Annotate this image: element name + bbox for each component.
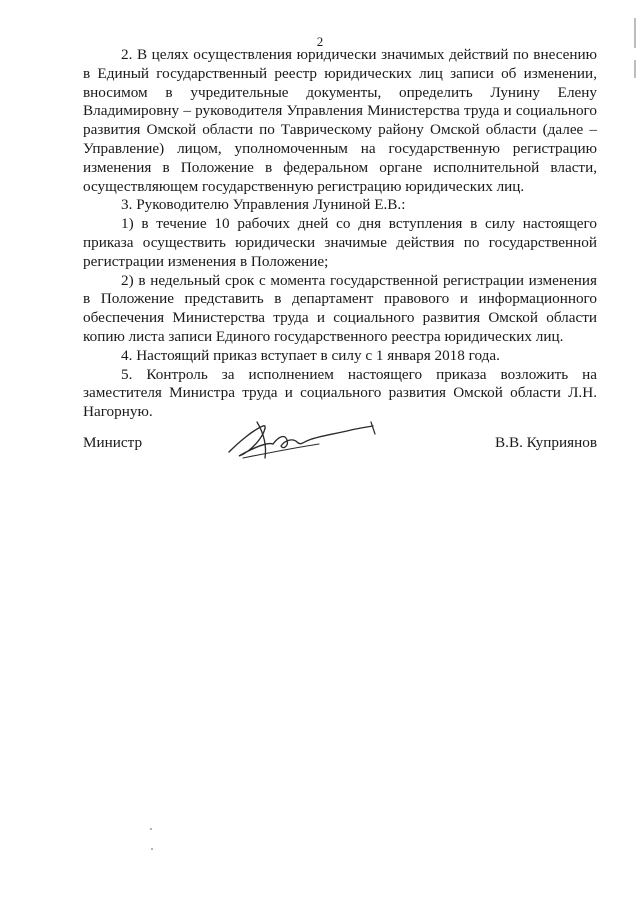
signer-title: Министр xyxy=(83,434,143,451)
signature-block xyxy=(83,428,597,468)
subparagraph-3-2: 2) в недельный срок с момента государственной регистрации изменения в Положение представить в департамент правового и информационного обеспечения Министерства труда и социального развития Омской области копию листа записи Единого государственного реестра юридических лиц. xyxy=(83,271,597,345)
handwritten-signature xyxy=(223,418,383,464)
page-number: 2 xyxy=(316,34,324,49)
paragraph-item-4: 4. Настоящий приказ вступает в силу с 1 января 2018 года. xyxy=(121,346,500,364)
paragraph-item-3: 3. Руководителю Управления Луниной Е.В.: xyxy=(121,196,406,214)
subparagraph-3-1: 1) в течение 10 рабочих дней со дня вступления в силу настоящего приказа осуществить юридически значимые действия по государственной регистрации изменения в Положение; xyxy=(83,215,597,270)
paragraph-item-2: 2. В целях осуществления юридически значимых действий по внесению в Единый государственный реестр юридических лиц записи об изменении, вносимом в учредительные документы, определить Лунину Елену Владимировну – руководителя Управления Министерства труда и социального развития Омской области по Таврическому району Омской области (далее – Управление) лицом, уполномоченным на государственную регистрацию изменения в Положение в федеральном органе исполнительной власти, осуществляющем государственную регистрацию юридических лиц. xyxy=(83,46,597,195)
paragraph-item-5: 5. Контроль за исполнением настоящего приказа возложить на заместителя Министра труда и социального развития Омской области Л.Н. Нагорную. xyxy=(83,365,597,421)
scan-speck xyxy=(150,828,152,830)
scan-edge-mark xyxy=(634,60,636,78)
document-body xyxy=(83,46,597,422)
scan-speck xyxy=(151,848,153,850)
signer-name: В.В. Куприянов xyxy=(495,434,597,451)
scan-edge-mark xyxy=(634,18,636,48)
